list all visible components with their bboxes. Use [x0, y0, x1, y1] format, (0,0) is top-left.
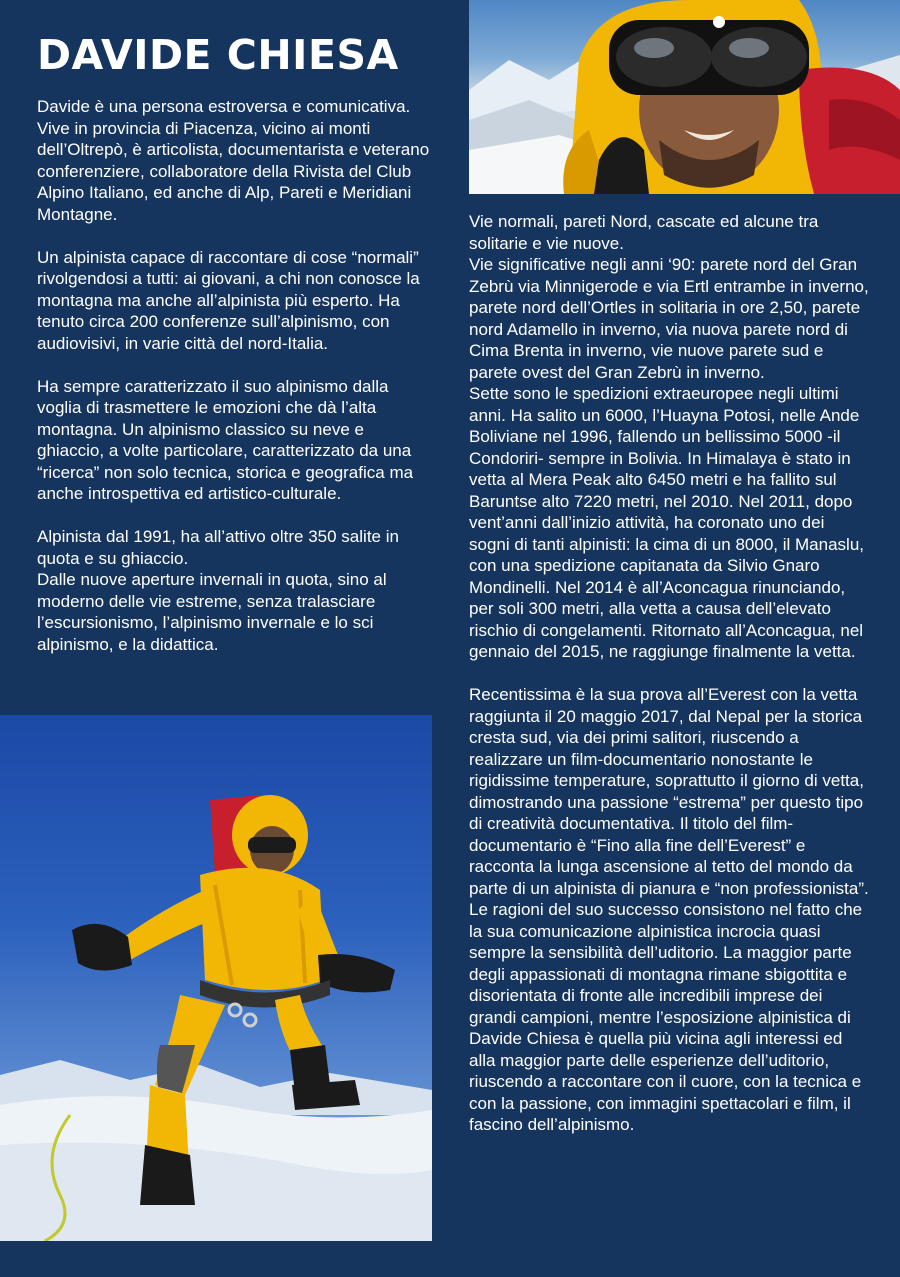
left-text-column [37, 96, 432, 655]
climber-summit-photo [0, 715, 432, 1241]
page-title: DAVIDE CHIESA [37, 31, 399, 79]
bio-paragraph: Ha sempre caratterizzato il suo alpinismo dalla voglia di trasmettere le emozioni che dà l’alta montagna. Un alpinismo classico su neve e ghiaccio, a volte particolare, caratterizzato da una “ricerca” non solo tecnica, storica e geografica ma anche introspettiva ed artistico-culturale. [37, 376, 414, 503]
right-text-column [469, 211, 869, 1136]
bio-paragraph: Un alpinista capace di raccontare di cose “normali” rivolgendosi a tutti: ai giovani, a chi non conosce la montagna ma anche all’alpinista più esperto. Ha tenuto circa 200 conferenze sull’alpinismo, con audiovisivi, in varie città del nord-Italia. [37, 247, 420, 353]
summit-selfie-photo [469, 0, 900, 194]
bio-paragraph: Vie normali, pareti Nord, cascate ed alcune tra solitarie e vie nuove. Vie significative negli anni ‘90: parete nord del Gran Zebrù via Minnigerode e via Ertl entrambe in inverno, parete nord dell’Ortles in solitaria in ore 2,50, parete nord Adamello in inverno, via nuova parete nord di Cima Brenta in inverno, vie nuove parete sud e parete ovest del Gran Zebrù in inverno. Sette sono le spedizioni extraeuropee negli ultimi anni. Ha salito un 6000, l’Huayna Potosi, nelle Ande Boliviane nel 1996, fallendo un bellissimo 5000 -il Condoriri- sempre in Bolivia. In Himalaya è stato in vetta al Mera Peak alto 6450 metri e ha fallito sul Baruntse alto 7220 metri, nel 2010. Nel 2011, dopo vent’anni dall’inizio attività, ha coronato uno dei sogni di tanti alpinisti: la cima di un 8000, il Manaslu, con una spedizione capitanata da Silvio Gnaro Mondinelli. Nel 2014 è all’Aconcagua rinunciando, per soli 300 metri, alla vetta a causa dell’elevato rischio di congelamenti. Ritornato all’Aconcagua, nel gennaio del 2015, ne raggiunge finalmente la vetta. [469, 212, 869, 661]
bio-paragraph: Recentissima è la sua prova all’Everest con la vetta raggiunta il 20 maggio 2017, dal Nepal per la storica cresta sud, via dei primi salitori, riuscendo a realizzare un film-documentario nonostante le rigidissime temperature, soprattutto il giorno di vetta, dimostrando una passione “estrema” per questo tipo di creatività documentativa. Il titolo del film-documentario è “Fino alla fine dell’Everest” e racconta la lunga ascensione al tetto del mondo da parte di un alpinista di pianura e “non professionista”. Le ragioni del suo successo consistono nel fatto che la sua comunicazione alpinistica incrocia quasi sempre la sensibilità dell’uditorio. La maggior parte degli appassionati di montagna rimane sbigottita e disorientata di fronte alle incredibili imprese dei grandi campioni, mentre l’esposizione alpinistica di Davide Chiesa è quella più vicina agli interessi ed alla maggior parte delle esperienze dell’uditorio, riuscendo a raccontare con il cuore, con la tecnica e con la passione, con immagini spettacolari e film, il fascino dell’alpinismo. [469, 685, 869, 1134]
bio-paragraph: Alpinista dal 1991, ha all’attivo oltre 350 salite in quota e su ghiaccio. Dalle nuove aperture invernali in quota, sino al moderno delle vie estreme, senza tralasciare l’escursionismo, l’alpinismo invernale e lo sci alpinismo, e la didattica. [37, 527, 399, 654]
bio-paragraph: Davide è una persona estroversa e comunicativa. Vive in provincia di Piacenza, vicino ai monti dell’Oltrepò, è articolista, documentarista e veterano conferenziere, collaboratore della Rivista del Club Alpino Italiano, ed anche di Alp, Pareti e Meridiani Montagne. [37, 97, 430, 224]
